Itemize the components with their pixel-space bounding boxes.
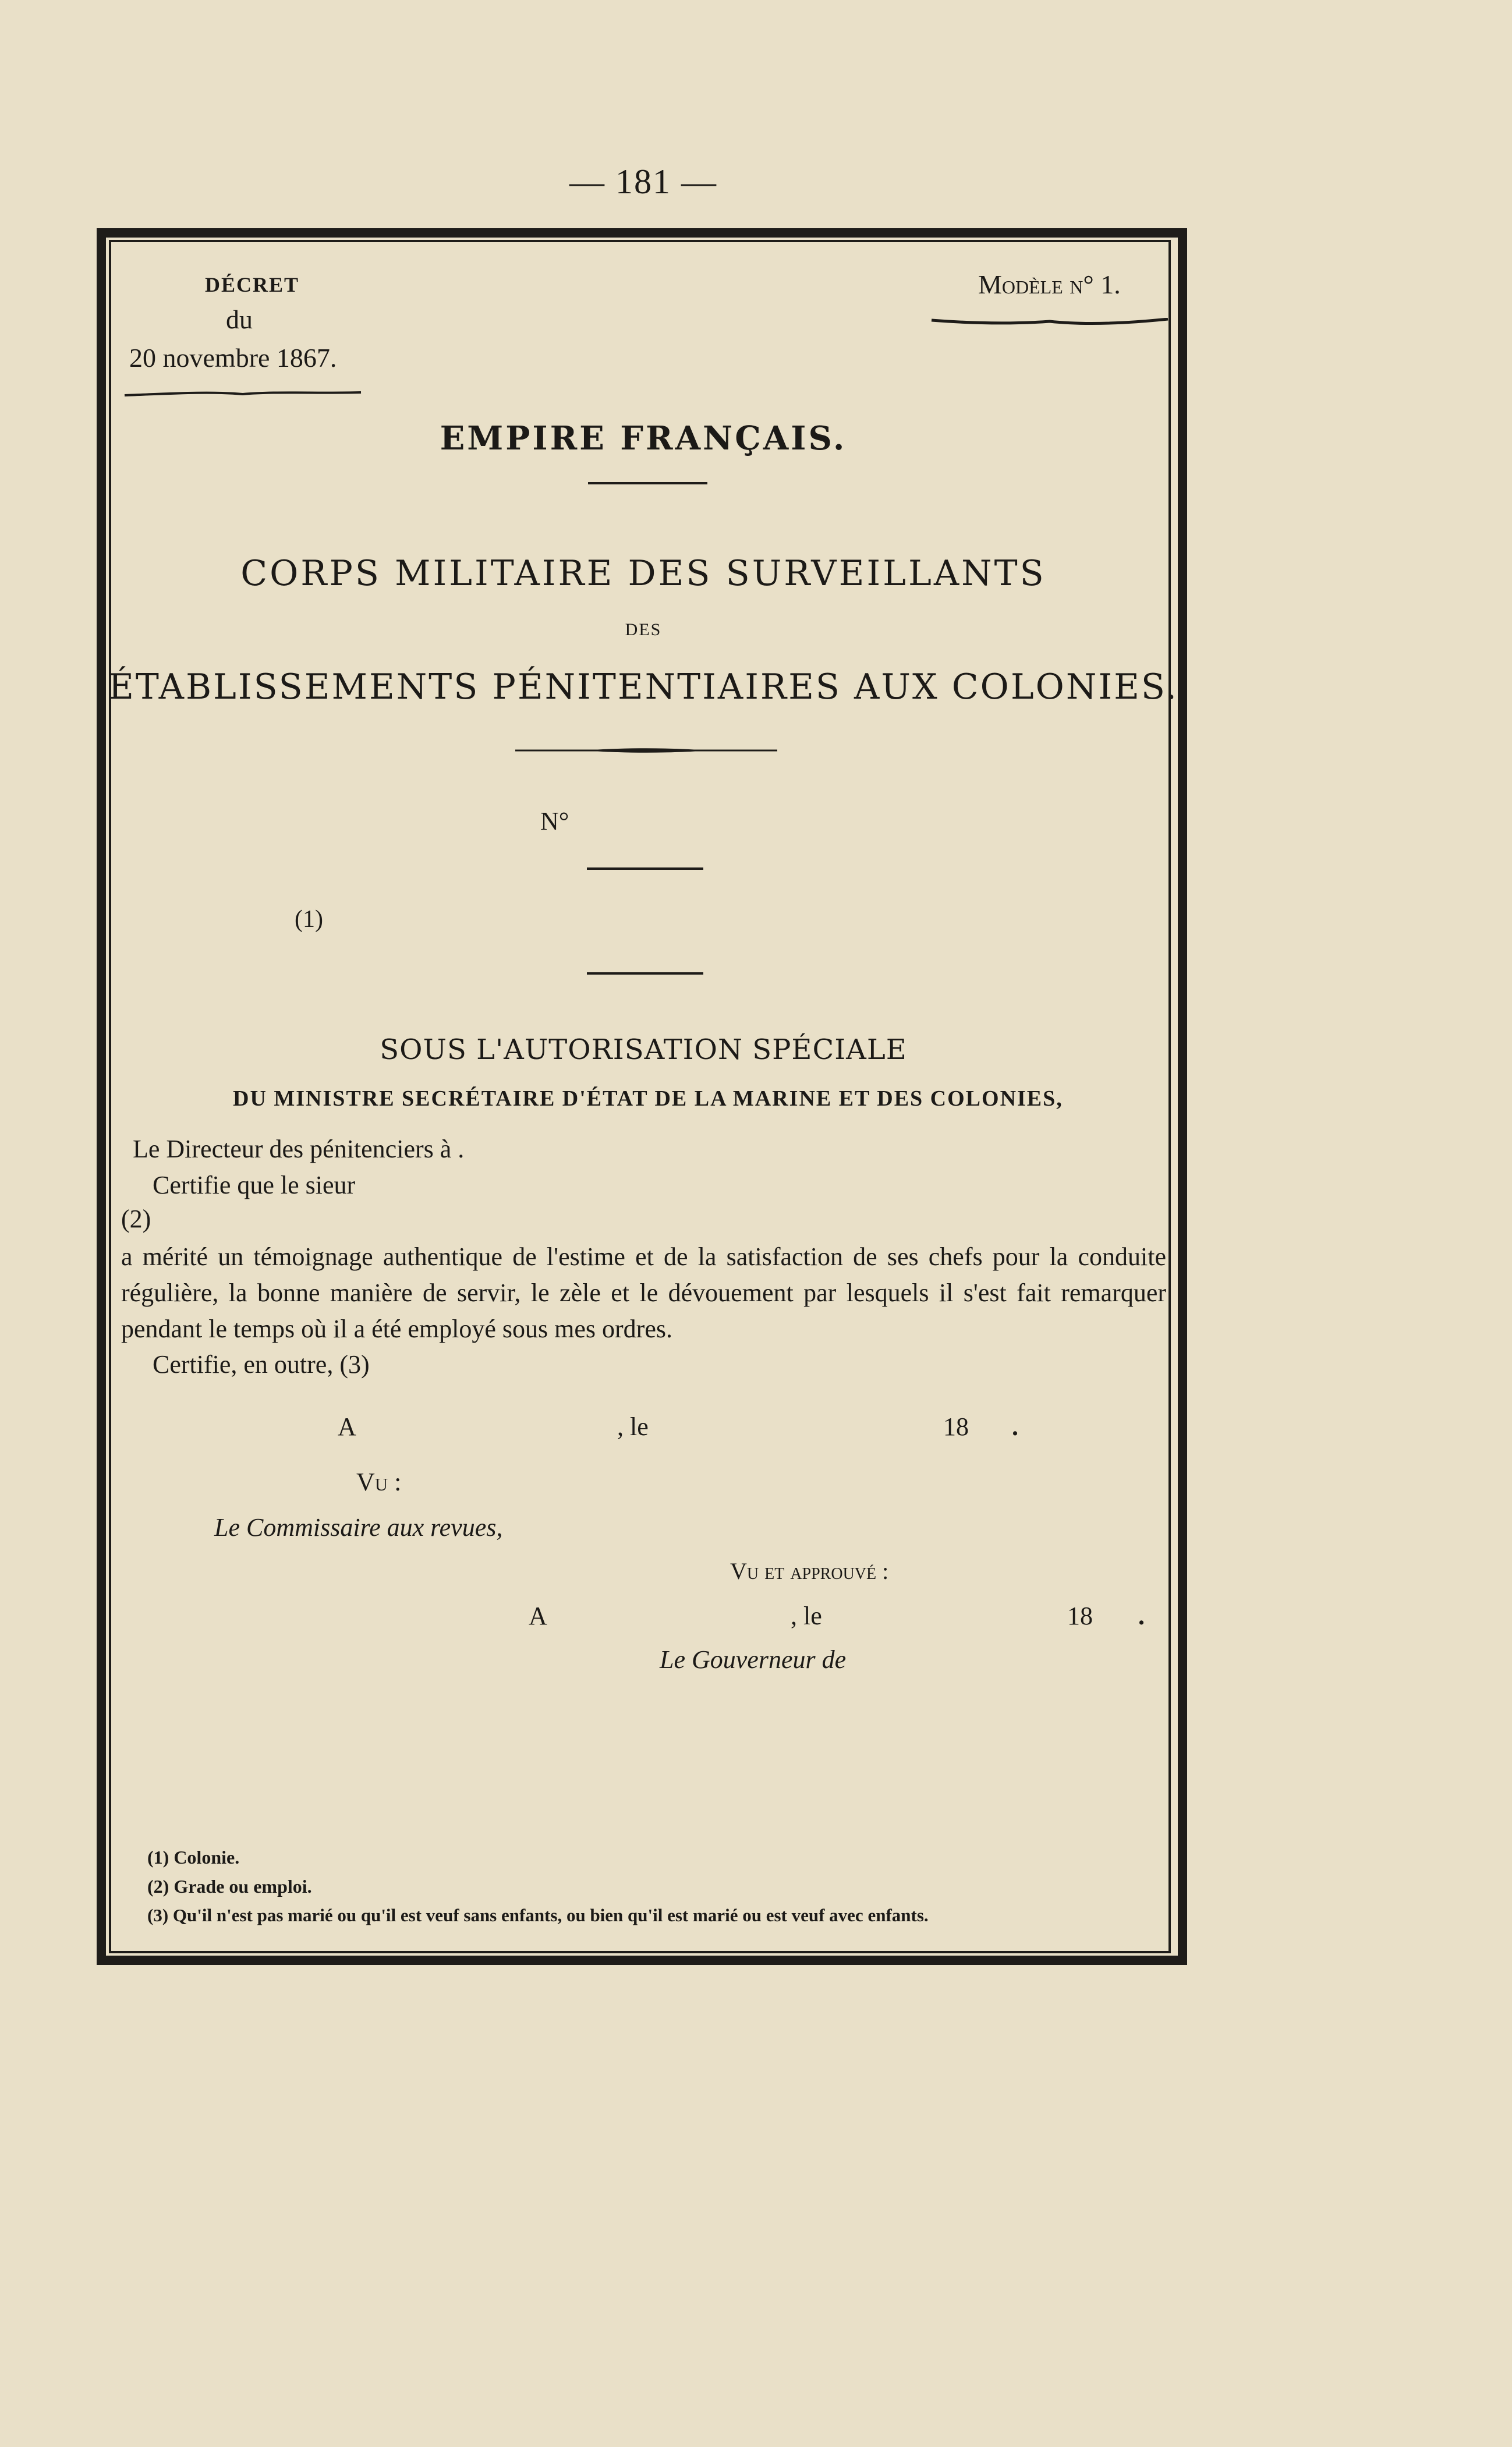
ministre-line: DU MINISTRE SECRÉTAIRE D'ÉTAT DE LA MARINE ET DES COLONIES, [233,1086,1063,1111]
commissaire-label: Le Commissaire aux revues, [214,1513,503,1542]
modele-label: Modèle n° 1. [978,270,1121,299]
sign1-a: A [338,1412,356,1441]
sous-autorisation: SOUS L'AUTORISATION SPÉCIALE [380,1033,907,1066]
decret-du: du [226,304,253,334]
vu-approuve-label: Vu et approuvé : [730,1558,889,1584]
sign2-a: A [529,1602,547,1630]
footnote-3: (3) Qu'il n'est pas marié ou qu'il est veuf sans enfants, ou bien qu'il est marié ou est veuf avec enfants. [147,1905,929,1925]
rule-etablissements [515,746,777,752]
page-number: — 181 — [569,162,717,201]
sign1-dot: . [1012,1412,1018,1441]
sign2-year: 18 [1067,1602,1093,1630]
decret-date: 20 novembre 1867. [129,343,337,373]
title-etablissements: ÉTABLISSEMENTS PÉNITENTIAIRES AUX COLONIES. [108,667,1178,707]
sign2-dot: . [1138,1602,1145,1630]
sign1-year: 18 [943,1412,969,1441]
sign2-le: , le [791,1602,822,1630]
title-corps: CORPS MILITAIRE DES SURVEILLANTS [240,553,1046,594]
rule-note1 [587,972,703,975]
certificate-paragraph: a mérité un témoignage authentique de l'estime et de la satisfaction de ses chefs pour la conduite régulière, la bonne manière de servir, le zèle et le dévouement par lesquels il s'est fait remarquer pendant le temps où il a été employé sous mes ordres. [121,1242,1166,1343]
certifie-outre-line: Certifie, en outre, (3) [153,1350,370,1379]
footnote-2: (2) Grade ou emploi. [147,1876,312,1897]
directeur-line: Le Directeur des pénitenciers à . [133,1135,465,1163]
sign1-le: , le [617,1412,649,1441]
gouverneur-label: Le Gouverneur de [660,1645,847,1674]
footnote-1: (1) Colonie. [147,1847,240,1868]
title-des: DES [625,620,662,639]
certifie-sieur-line: Certifie que le sieur [153,1171,356,1199]
modele-swash [930,318,1169,324]
title-empire: EMPIRE FRANÇAIS. [440,419,847,458]
rule-empire [588,482,707,484]
rule-numero [587,867,703,870]
vu-label: Vu : [356,1468,402,1496]
decret-label: DÉCRET [205,273,300,296]
numero-label: N° [540,807,569,835]
decret-swash [123,390,362,396]
note2-mark: (2) [121,1205,151,1233]
note1-mark: (1) [295,906,323,933]
